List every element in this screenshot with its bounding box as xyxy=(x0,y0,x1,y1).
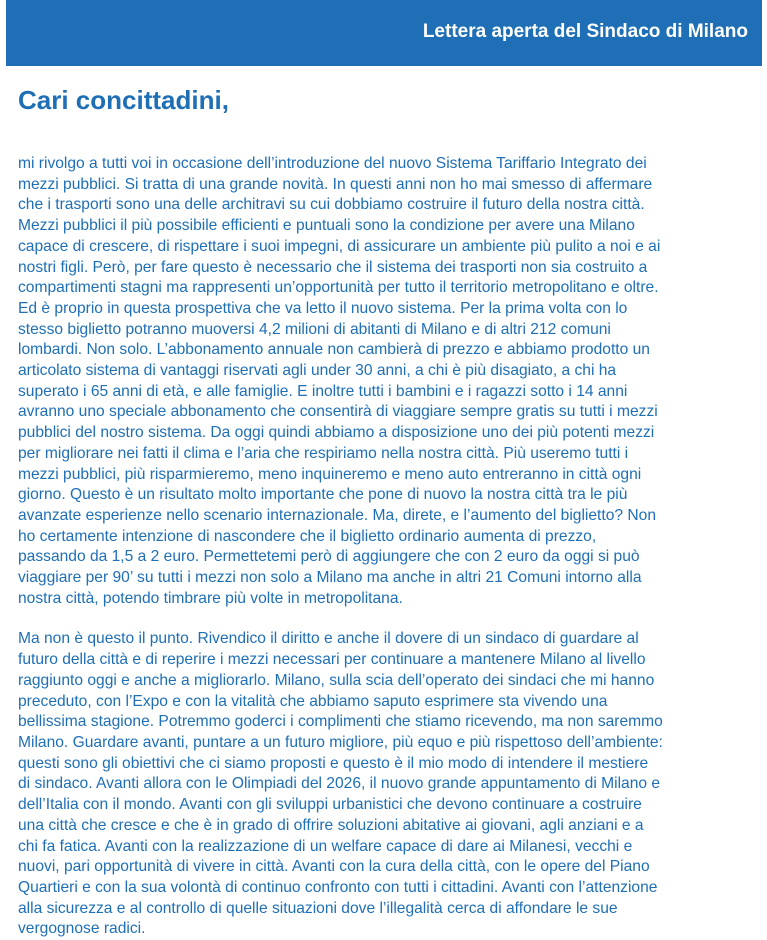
text-line: vergognose radici. xyxy=(18,920,146,938)
text-line: articolato sistema di vantaggi riservati agli under 30 anni, a chi è più disagiato, a chi ha xyxy=(18,362,617,380)
text-line: di sindaco. Avanti allora con le Olimpiadi del 2026, il nuovo grande appuntamento di Milano e xyxy=(18,775,661,793)
text-line: bellissima stagione. Potremmo goderci i complimenti che stiamo ricevendo, ma non saremmo xyxy=(18,713,663,731)
text-line: nostri figli. Però, per fare questo è necessario che il sistema dei trasporti non sia costruito a xyxy=(18,258,648,276)
text-line: dell’Italia con il mondo. Avanti con gli sviluppi urbanistici che devono continuare a costruire xyxy=(18,796,642,814)
text-line: mi rivolgo a tutti voi in occasione dell’introduzione del nuovo Sistema Tariffario Integrato dei xyxy=(18,155,647,172)
text-line: mezzi pubblici, più risparmieremo, meno inquineremo e meno auto entreranno in città ogni xyxy=(18,465,642,483)
text-line: che i trasporti sono una delle architravi su cui dobbiamo costruire il futuro della nostra città. xyxy=(18,196,645,214)
text-line: per migliorare nei fatti il clima e l’aria che respiriamo nella nostra città. Più useremo tutti i xyxy=(18,444,629,462)
text-line: futuro della città e di reperire i mezzi necessari per continuare a mantenere Milano al livello xyxy=(18,651,646,669)
text-line: mezzi pubblici. Si tratta di una grande novità. In questi anni non ho mai smesso di affermare xyxy=(18,175,653,193)
letter-paragraph-2 xyxy=(18,629,758,940)
text-line: questi sono gli obiettivi che ci siamo proposti e questo è il mio modo di intendere il mestiere xyxy=(18,754,649,772)
text-line: raggiunto oggi e anche a migliorarlo. Milano, sulla scia dell’operato dei sindaci che mi hanno xyxy=(18,671,655,689)
text-line: Milano. Guardare avanti, puntare a un futuro migliore, più equo e più rispettoso dell’ambiente: xyxy=(18,733,663,751)
text-line: preceduto, con l’Expo e con la vitalità che abbiamo saputo esprimere sta vivendo una xyxy=(18,692,608,710)
text-line: Ed è proprio in questa prospettiva che va letto il nuovo sistema. Per la prima volta con lo xyxy=(18,299,628,317)
text-line: nuovi, pari opportunità di vivere in città. Avanti con la cura della città, con le opere del Piano xyxy=(18,858,650,876)
text-line: giorno. Questo è un risultato molto importante che pone di nuovo la nostra città tra le più xyxy=(18,486,628,504)
text-line: una città che cresce e che è in grado di offrire soluzioni abitative ai giovani, agli anziani e a xyxy=(18,816,644,834)
text-line: chi fa fatica. Avanti con la realizzazione di un welfare capace di dare ai Milanesi, vecchi e xyxy=(18,837,633,855)
text-line: lombardi. Non solo. L’abbonamento annuale non cambierà di prezzo e abbiamo prodotto un xyxy=(18,341,650,359)
header-bar xyxy=(6,0,762,66)
text-line: pubblici del nostro sistema. Da oggi quindi abbiamo a disposizione uno dei più potenti mezzi xyxy=(18,424,655,442)
text-line: ho certamente intenzione di nascondere che il biglietto ordinario aumenta di prezzo, xyxy=(18,527,597,545)
text-line: avranno uno speciale abbonamento che consentirà di viaggiare sempre gratis su tutti i mezzi xyxy=(18,403,658,421)
text-line: stesso biglietto potranno muoversi 4,2 milioni di abitanti di Milano e di altri 212 comuni xyxy=(18,320,611,338)
text-line: viaggiare per 90’ su tutti i mezzi non solo a Milano ma anche in altri 21 Comuni intorno alla xyxy=(18,569,642,587)
letter-greeting: Cari concittadini, xyxy=(18,85,229,115)
text-line: passando da 1,5 a 2 euro. Permettetemi però di aggiungere che con 2 euro da oggi si può xyxy=(18,548,640,566)
text-line: avanzate esperienze nello scenario internazionale. Ma, direte, e l’aumento del biglietto? Non xyxy=(18,506,657,524)
text-line: compartimenti stagni ma rappresenti un’opportunità per tutto il territorio metropolitano e oltre. xyxy=(18,279,659,297)
header-title: Lettera aperta del Sindaco di Milano xyxy=(422,21,748,42)
text-line: nostra città, potendo timbrare più volte in metropolitana. xyxy=(18,589,403,607)
text-line: Quartieri e con la sua volontà di continuo confronto con tutti i cittadini. Avanti con l’attenzione xyxy=(18,878,658,896)
text-line: Ma non è questo il punto. Rivendico il diritto e anche il dovere di un sindaco di guardare al xyxy=(18,630,639,648)
letter-paragraph-1 xyxy=(18,154,758,609)
text-line: superato i 65 anni di età, e alle famiglie. E inoltre tutti i bambini e i ragazzi sotto i 14 anni xyxy=(18,382,628,400)
text-line: alla sicurezza e al controllo di quelle situazioni dove l’illegalità cerca di affondare le sue xyxy=(18,899,618,917)
text-line: capace di crescere, di rispettare i suoi impegni, di assicurare un ambiente più pulito a noi e ai xyxy=(18,237,661,255)
text-line: Mezzi pubblici il più possibile efficienti e puntuali sono la condizione per avere una Milano xyxy=(18,217,635,235)
letter-body xyxy=(18,154,758,940)
